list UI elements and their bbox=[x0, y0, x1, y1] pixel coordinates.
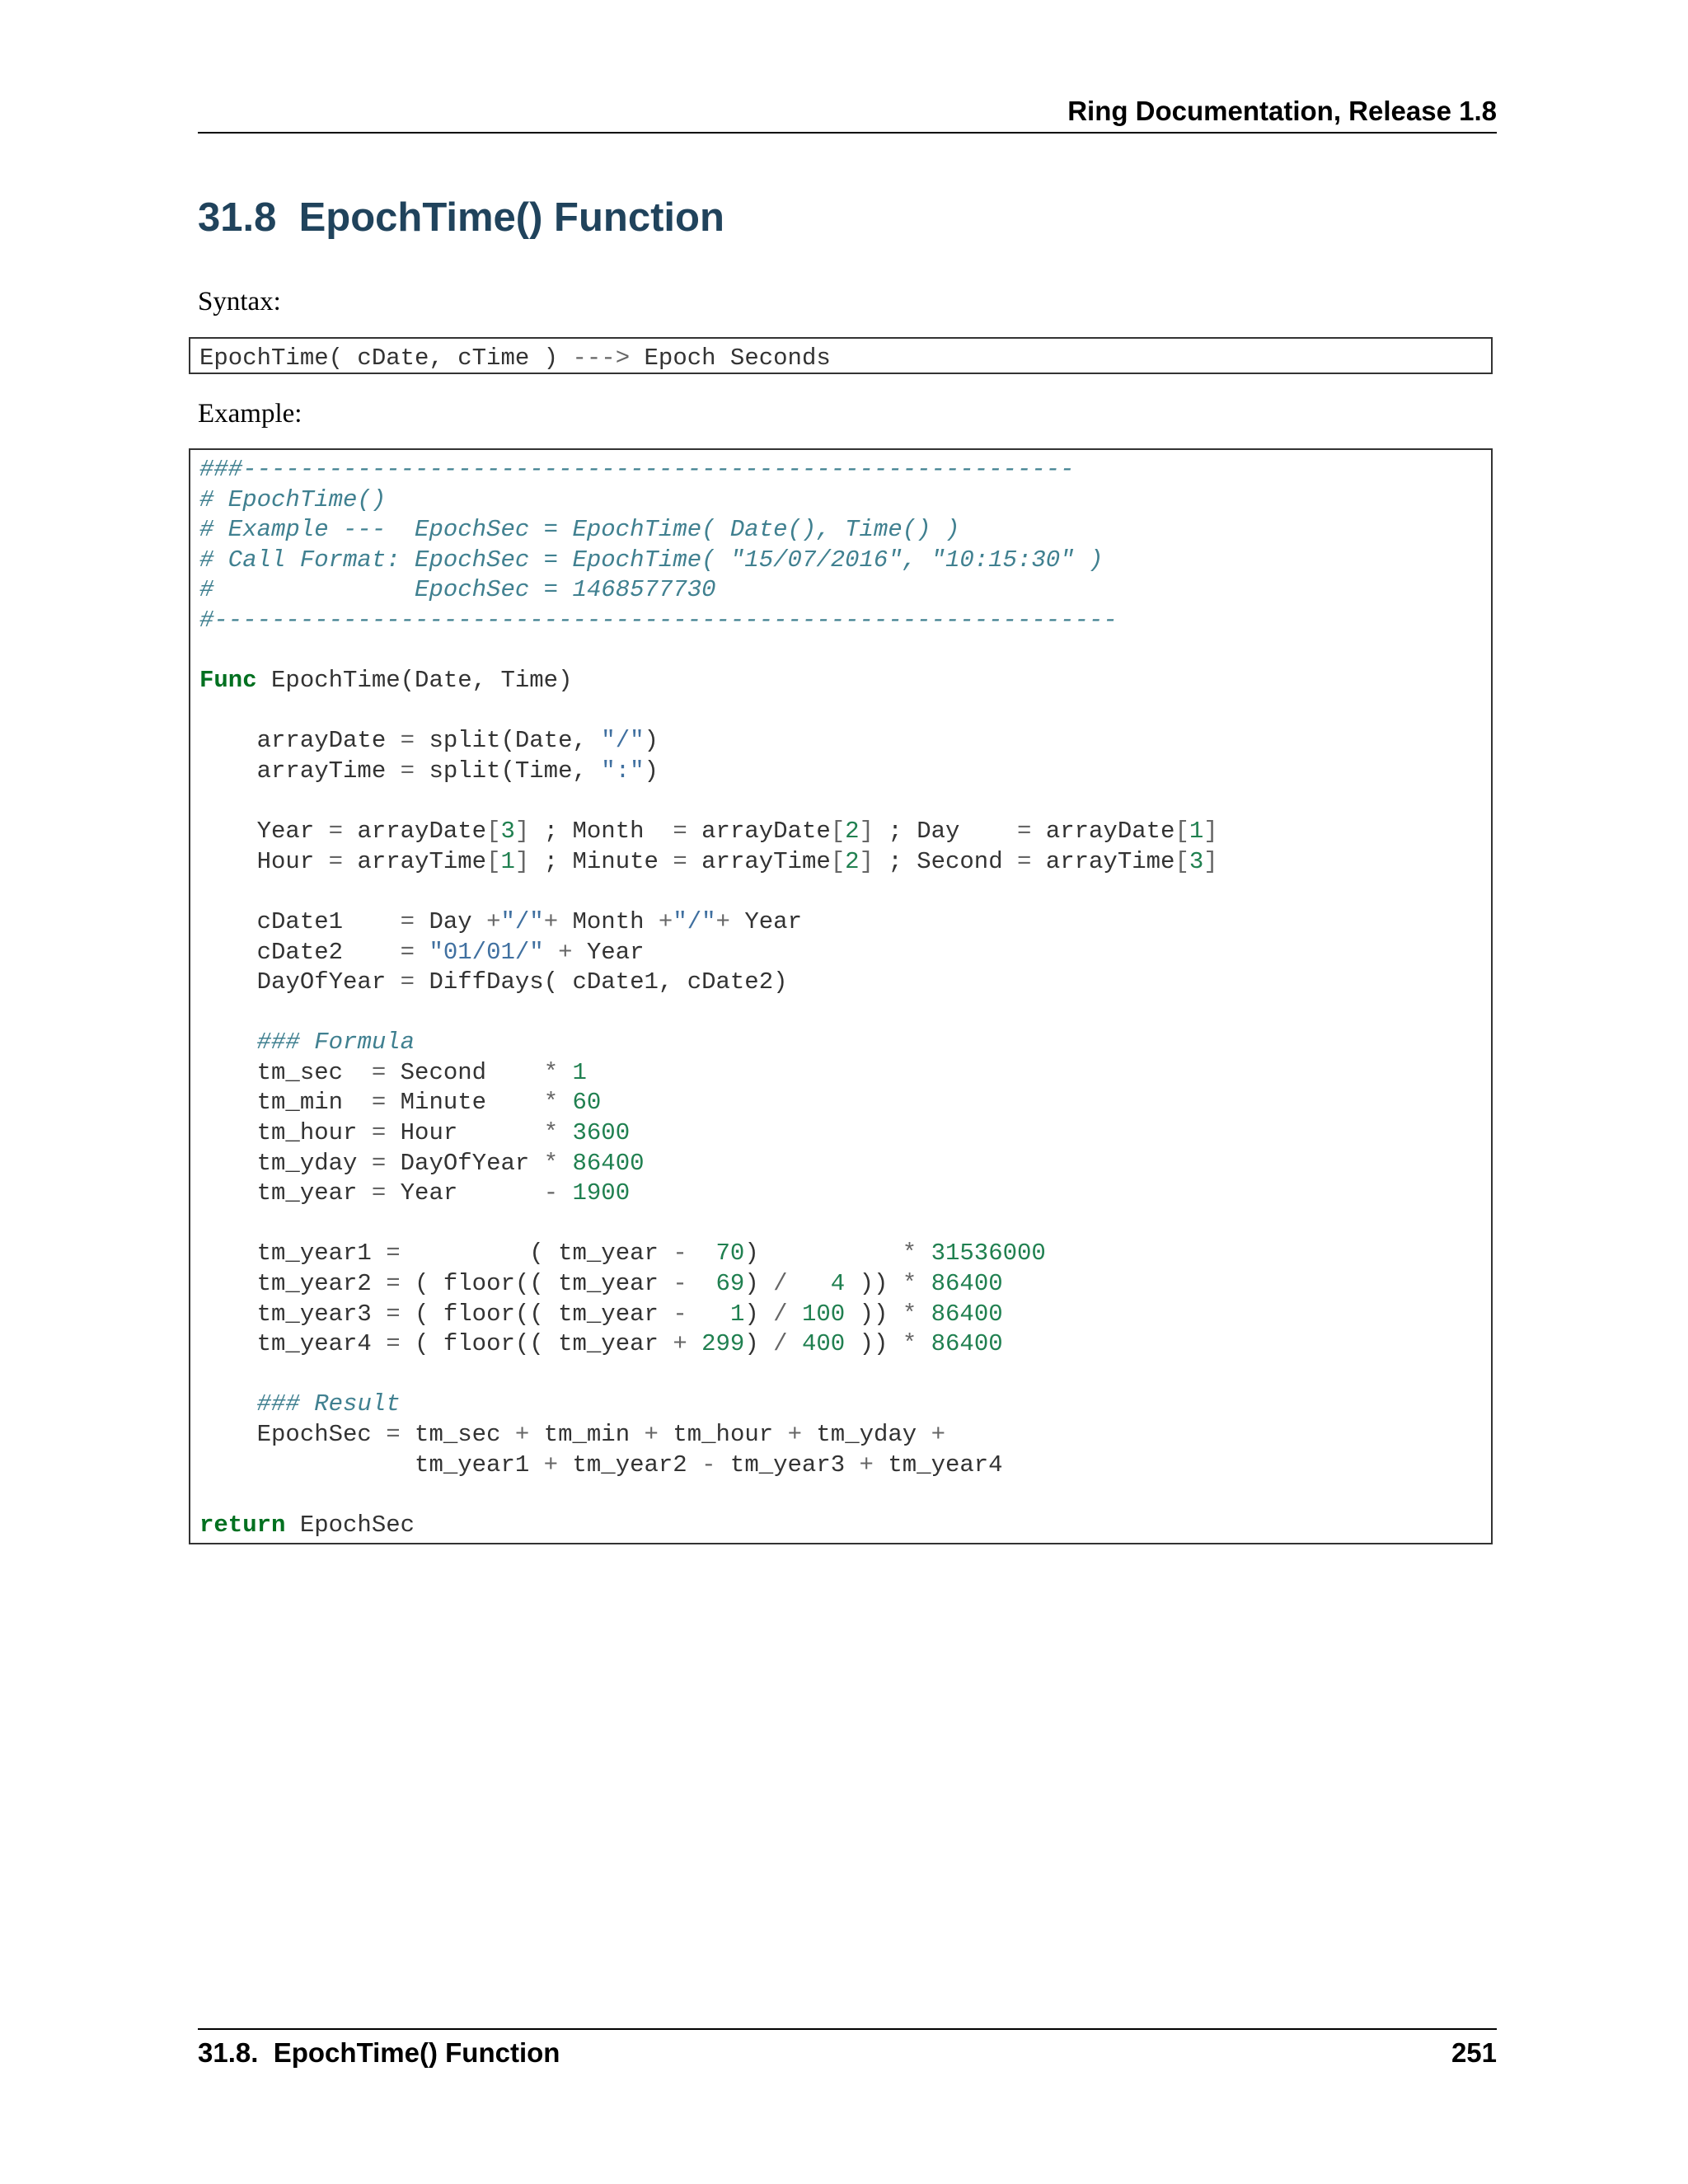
code-token-operator: * bbox=[902, 1270, 917, 1298]
code-token-operator: = bbox=[371, 1119, 387, 1147]
example-code bbox=[199, 455, 1218, 1540]
code-token-operator: - bbox=[673, 1270, 687, 1298]
syntax-code-block bbox=[189, 337, 1493, 374]
code-token-text: ; Second bbox=[873, 847, 1018, 875]
code-token-text: ( tm_year bbox=[400, 1240, 673, 1268]
code-token-number: 400 bbox=[801, 1330, 846, 1358]
header-title: Ring Documentation, Release 1.8 bbox=[1067, 96, 1497, 126]
code-token-operator: + bbox=[543, 907, 559, 935]
code-token-comment: #--------------------------------------------------------------- bbox=[199, 606, 1118, 634]
code-token-text bbox=[558, 1059, 572, 1086]
code-token-operator: = bbox=[371, 1149, 387, 1177]
code-token-operator: * bbox=[543, 1058, 559, 1086]
code-token-text: Hour bbox=[386, 1119, 544, 1147]
code-token-text: arrayTime bbox=[1031, 847, 1175, 875]
code-token-operator: = bbox=[400, 907, 415, 935]
code-token-text: Epoch Seconds bbox=[630, 344, 831, 372]
code-token-operator: = bbox=[386, 1300, 401, 1328]
code-token-operator: = bbox=[386, 1270, 401, 1298]
code-token-text: tm_min bbox=[529, 1421, 645, 1448]
code-token-text: tm_year bbox=[199, 1179, 372, 1207]
code-token-text: tm_yday bbox=[199, 1149, 372, 1177]
code-token-text: arrayDate bbox=[1031, 818, 1175, 846]
code-token-operator: [ bbox=[830, 818, 846, 846]
code-token-text: tm_year4 bbox=[873, 1451, 1003, 1479]
code-line bbox=[199, 1059, 587, 1086]
code-token-operator: + bbox=[558, 938, 573, 966]
code-token-text: cDate1 bbox=[199, 907, 401, 935]
code-token-text: )) bbox=[845, 1270, 903, 1298]
code-token-number: 60 bbox=[572, 1089, 602, 1117]
code-line bbox=[199, 607, 1118, 634]
code-token-text: tm_year1 bbox=[199, 1451, 544, 1479]
code-token-text: ( floor(( tm_year bbox=[400, 1330, 673, 1358]
code-token-text bbox=[687, 1270, 716, 1297]
code-token-text: Day bbox=[415, 907, 487, 935]
code-token-text: split(Date, bbox=[415, 727, 602, 755]
code-token-operator: * bbox=[543, 1119, 559, 1147]
code-token-number: 3 bbox=[500, 818, 515, 846]
example-code-block bbox=[189, 448, 1493, 1544]
code-token-operator: [ bbox=[1175, 847, 1189, 875]
code-line bbox=[199, 1089, 601, 1116]
code-token-text: Year bbox=[572, 938, 645, 966]
code-token-text: ) bbox=[744, 1270, 774, 1298]
code-line bbox=[199, 908, 802, 935]
code-token-text: Year bbox=[729, 907, 802, 935]
code-token-operator: = bbox=[673, 818, 687, 846]
code-token-operator: = bbox=[371, 1089, 387, 1117]
code-token-operator: * bbox=[902, 1330, 917, 1358]
code-token-operator: + bbox=[658, 907, 673, 935]
code-token-text: tm_sec bbox=[400, 1421, 515, 1448]
code-token-text: DiffDays( cDate1, cDate2) bbox=[415, 968, 788, 996]
code-line bbox=[199, 1301, 1003, 1328]
code-token-number: 2 bbox=[845, 847, 860, 875]
code-token-operator: ---> bbox=[572, 344, 631, 372]
code-token-operator: ] bbox=[514, 847, 530, 875]
code-token-text bbox=[917, 1270, 931, 1297]
page-header bbox=[198, 92, 1497, 134]
code-line bbox=[199, 516, 959, 543]
code-token-operator: + bbox=[543, 1451, 559, 1479]
code-token-text: arrayTime bbox=[199, 757, 401, 785]
code-token-operator: - bbox=[673, 1240, 687, 1268]
code-token-text bbox=[415, 939, 429, 966]
code-line bbox=[199, 1150, 645, 1177]
code-token-number: 100 bbox=[801, 1300, 846, 1328]
code-token-operator: + bbox=[486, 907, 501, 935]
code-token-text: ) bbox=[744, 1330, 774, 1358]
code-line bbox=[199, 1029, 415, 1056]
code-token-comment: ###---------------------------------------------------------- bbox=[199, 456, 1075, 483]
code-token-text bbox=[788, 1301, 802, 1328]
code-token-text bbox=[687, 1301, 730, 1328]
code-token-operator: + bbox=[787, 1421, 802, 1448]
code-token-operator: + bbox=[715, 907, 730, 935]
code-token-number: 31536000 bbox=[931, 1240, 1046, 1268]
code-token-operator: = bbox=[328, 818, 344, 846]
code-token-operator: + bbox=[673, 1330, 687, 1358]
code-token-text: tm_year2 bbox=[199, 1270, 387, 1298]
code-token-text: Second bbox=[386, 1058, 544, 1086]
code-token-text: arrayTime bbox=[343, 847, 487, 875]
code-token-operator: * bbox=[902, 1240, 917, 1268]
code-token-operator: = bbox=[400, 968, 415, 996]
code-token-operator: * bbox=[543, 1089, 559, 1117]
code-token-operator: [ bbox=[1175, 818, 1189, 846]
code-token-number: 1 bbox=[500, 847, 515, 875]
code-token-operator: - bbox=[543, 1179, 559, 1207]
code-token-operator: = bbox=[673, 847, 687, 875]
code-token-text: tm_year3 bbox=[715, 1451, 860, 1479]
code-line bbox=[199, 1421, 945, 1448]
code-token-text: ) bbox=[644, 757, 659, 785]
code-token-operator: + bbox=[514, 1421, 530, 1448]
code-token-text: tm_min bbox=[199, 1089, 372, 1117]
footer-page-number: 251 bbox=[1451, 2037, 1497, 2068]
code-token-text: ) bbox=[744, 1300, 774, 1328]
code-token-number: 2 bbox=[845, 818, 860, 846]
code-token-operator: ] bbox=[1203, 847, 1218, 875]
code-token-text bbox=[558, 1089, 572, 1116]
code-token-comment: # EpochSec = 1468577730 bbox=[199, 576, 716, 604]
code-token-operator: = bbox=[371, 1179, 387, 1207]
code-line bbox=[199, 818, 1218, 845]
code-token-operator: = bbox=[400, 938, 415, 966]
code-token-text: arrayDate bbox=[687, 818, 831, 846]
code-token-string: "/" bbox=[673, 907, 716, 935]
code-token-operator: = bbox=[1017, 847, 1032, 875]
code-token-text: tm_yday bbox=[801, 1421, 931, 1448]
code-token-operator: ] bbox=[1203, 818, 1218, 846]
code-token-text: ; Month bbox=[529, 818, 673, 846]
code-token-operator: ] bbox=[859, 847, 874, 875]
code-token-operator: / bbox=[773, 1300, 788, 1328]
code-token-text bbox=[917, 1301, 931, 1328]
code-token-text bbox=[788, 1270, 831, 1297]
code-token-operator: + bbox=[644, 1421, 659, 1448]
code-token-text: split(Time, bbox=[415, 757, 602, 785]
code-line bbox=[199, 576, 716, 603]
code-token-text: )) bbox=[845, 1300, 903, 1328]
code-token-text: EpochTime(Date, Time) bbox=[256, 667, 573, 695]
code-token-comment: ### Formula bbox=[256, 1029, 415, 1057]
code-line bbox=[199, 456, 1075, 483]
code-line bbox=[199, 486, 386, 513]
code-token-operator: = bbox=[400, 727, 415, 755]
code-token-operator: [ bbox=[486, 818, 501, 846]
code-token-text bbox=[687, 1330, 701, 1357]
code-token-text bbox=[687, 1240, 716, 1267]
code-token-text: tm_year2 bbox=[558, 1451, 702, 1479]
code-token-operator: = bbox=[386, 1330, 401, 1358]
code-line bbox=[199, 939, 645, 966]
code-token-comment: ### Result bbox=[256, 1390, 401, 1418]
code-token-number: 1900 bbox=[572, 1179, 631, 1207]
code-token-text: ) bbox=[744, 1240, 903, 1268]
code-token-number: 1 bbox=[729, 1300, 745, 1328]
code-token-text: ; Day bbox=[873, 818, 1018, 846]
code-token-operator: ] bbox=[514, 818, 530, 846]
code-token-operator: [ bbox=[486, 847, 501, 875]
code-token-operator: = bbox=[386, 1421, 401, 1448]
code-token-operator: / bbox=[773, 1270, 788, 1298]
code-token-number: 1 bbox=[572, 1058, 587, 1086]
code-line bbox=[199, 968, 788, 996]
code-token-text: arrayDate bbox=[343, 818, 487, 846]
code-token-text: ( floor(( tm_year bbox=[400, 1270, 673, 1298]
code-token-text: Hour bbox=[199, 847, 329, 875]
code-token-number: 1 bbox=[1189, 818, 1204, 846]
code-token-text: tm_hour bbox=[199, 1119, 372, 1147]
code-token-text: tm_year4 bbox=[199, 1330, 387, 1358]
code-token-text: Minute bbox=[386, 1089, 544, 1117]
code-line bbox=[199, 848, 1218, 875]
code-token-text: EpochSec bbox=[199, 1421, 387, 1448]
code-token-operator: = bbox=[400, 757, 415, 785]
code-line bbox=[199, 546, 1103, 574]
code-line bbox=[199, 727, 659, 754]
code-line bbox=[199, 1240, 1046, 1267]
code-token-text: tm_hour bbox=[658, 1421, 788, 1448]
code-token-operator: - bbox=[701, 1451, 716, 1479]
syntax-code bbox=[199, 344, 831, 374]
syntax-label: Syntax: bbox=[198, 287, 281, 316]
code-token-number: 86400 bbox=[572, 1149, 645, 1177]
code-token-text: arrayTime bbox=[687, 847, 831, 875]
code-line bbox=[199, 667, 573, 694]
code-token-operator: - bbox=[673, 1300, 687, 1328]
code-token-text: tm_year3 bbox=[199, 1300, 387, 1328]
code-token-operator: * bbox=[543, 1149, 559, 1177]
code-line bbox=[199, 344, 831, 372]
code-token-number: 3600 bbox=[572, 1119, 631, 1147]
code-token-comment: # EpochTime() bbox=[199, 485, 387, 513]
code-token-comment: # Example --- EpochSec = EpochTime( Date(), Time() ) bbox=[199, 516, 960, 544]
code-token-number: 86400 bbox=[931, 1270, 1003, 1298]
code-token-number: 86400 bbox=[931, 1330, 1003, 1358]
code-token-number: 299 bbox=[701, 1330, 745, 1358]
code-token-text: tm_year1 bbox=[199, 1240, 387, 1268]
code-token-text: DayOfYear bbox=[199, 968, 401, 996]
code-token-operator: + bbox=[931, 1421, 946, 1448]
code-token-text: Year bbox=[386, 1179, 544, 1207]
code-token-text: ( floor(( tm_year bbox=[400, 1300, 673, 1328]
code-token-text bbox=[199, 1029, 257, 1056]
code-line bbox=[199, 1390, 401, 1418]
code-token-operator: [ bbox=[830, 847, 846, 875]
code-token-keyword: return bbox=[199, 1511, 286, 1539]
code-line bbox=[199, 1451, 1003, 1479]
code-line bbox=[199, 1330, 1003, 1357]
code-token-text: EpochSec bbox=[285, 1511, 415, 1539]
code-line bbox=[199, 1119, 630, 1146]
section-heading: 31.8 EpochTime() Function bbox=[198, 195, 724, 240]
footer-rule bbox=[198, 2028, 1497, 2030]
code-token-comment: # Call Format: EpochSec = EpochTime( "15/07/2016", "10:15:30" ) bbox=[199, 546, 1104, 574]
code-token-text bbox=[558, 1150, 572, 1177]
example-label: Example: bbox=[198, 399, 302, 429]
code-token-keyword: Func bbox=[199, 667, 257, 695]
code-token-text bbox=[544, 939, 558, 966]
code-token-string: "/" bbox=[500, 907, 544, 935]
code-line bbox=[199, 1270, 1003, 1297]
code-token-text: tm_sec bbox=[199, 1058, 372, 1086]
code-token-string: "/" bbox=[601, 727, 645, 755]
code-token-text bbox=[917, 1240, 931, 1267]
code-token-number: 70 bbox=[715, 1240, 745, 1268]
code-token-text: EpochTime( cDate, cTime ) bbox=[199, 344, 573, 372]
code-line bbox=[199, 1511, 415, 1539]
footer-section-title: 31.8. EpochTime() Function bbox=[198, 2037, 560, 2068]
code-token-text: DayOfYear bbox=[386, 1149, 544, 1177]
code-token-text: ) bbox=[644, 727, 659, 755]
code-token-text: Year bbox=[199, 818, 329, 846]
code-token-string: "01/01/" bbox=[429, 938, 544, 966]
code-token-text bbox=[558, 1119, 572, 1146]
code-line bbox=[199, 757, 659, 785]
code-token-text bbox=[558, 1179, 572, 1207]
code-token-operator: = bbox=[386, 1240, 401, 1268]
code-token-operator: = bbox=[371, 1058, 387, 1086]
code-token-text: ; Minute bbox=[529, 847, 673, 875]
code-token-text: Month bbox=[558, 907, 659, 935]
code-token-operator: + bbox=[859, 1451, 874, 1479]
code-token-text bbox=[788, 1330, 802, 1357]
code-token-text: )) bbox=[845, 1330, 903, 1358]
code-token-text: arrayDate bbox=[199, 727, 401, 755]
code-token-operator: = bbox=[328, 847, 344, 875]
code-token-operator: ] bbox=[859, 818, 874, 846]
code-token-string: ":" bbox=[601, 757, 645, 785]
code-token-number: 3 bbox=[1189, 847, 1204, 875]
code-token-number: 86400 bbox=[931, 1300, 1003, 1328]
code-token-text bbox=[917, 1330, 931, 1357]
code-token-number: 4 bbox=[830, 1270, 846, 1298]
code-token-operator: = bbox=[1017, 818, 1032, 846]
code-token-operator: / bbox=[773, 1330, 788, 1358]
code-token-operator: * bbox=[902, 1300, 917, 1328]
code-token-text bbox=[199, 1390, 257, 1418]
code-token-text: cDate2 bbox=[199, 938, 401, 966]
code-line bbox=[199, 1179, 630, 1207]
code-token-number: 69 bbox=[715, 1270, 745, 1298]
